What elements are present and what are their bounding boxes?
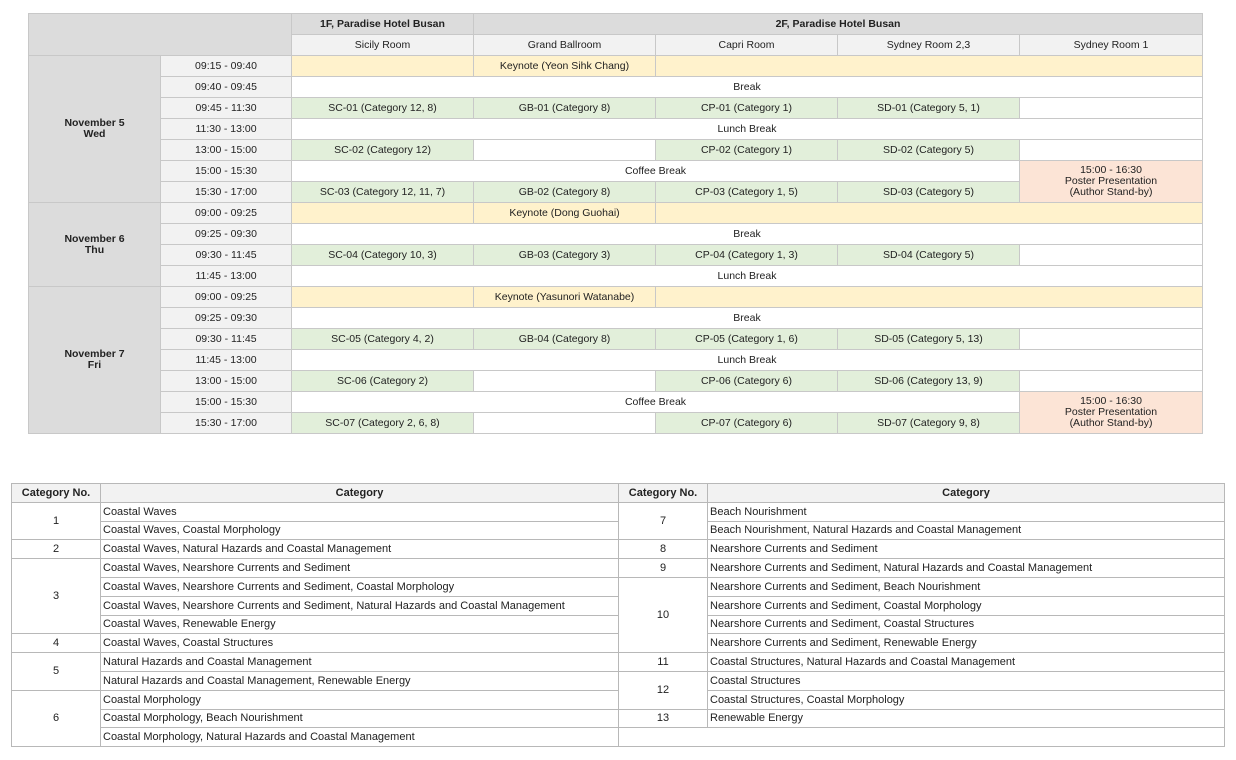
empty-cell (1020, 245, 1203, 266)
session-cell: SD-05 (Category 5, 13) (838, 329, 1020, 350)
category-number: 10 (619, 577, 708, 652)
break-cell: Break (292, 77, 1203, 98)
time-slot: 09:30 - 11:45 (161, 329, 292, 350)
schedule-table (28, 13, 1203, 434)
category-name: Coastal Waves, Nearshore Currents and Sediment (101, 559, 619, 578)
session-cell: SC-04 (Category 10, 3) (292, 245, 474, 266)
category-name: Coastal Waves, Coastal Morphology (101, 521, 619, 540)
lunch-cell: Lunch Break (292, 350, 1203, 371)
room-capri: Capri Room (656, 35, 838, 56)
session-cell: SC-02 (Category 12) (292, 140, 474, 161)
empty-cell (656, 287, 1203, 308)
time-slot: 09:00 - 09:25 (161, 203, 292, 224)
empty-cell (292, 56, 474, 77)
empty-cell (292, 287, 474, 308)
session-cell: SD-02 (Category 5) (838, 140, 1020, 161)
session-cell: SC-03 (Category 12, 11, 7) (292, 182, 474, 203)
time-slot: 09:40 - 09:45 (161, 77, 292, 98)
empty-cell (619, 728, 1225, 747)
venue-1f: 1F, Paradise Hotel Busan (292, 14, 474, 35)
poster-cell (1020, 392, 1203, 434)
keynote-cell: Keynote (Yeon Sihk Chang) (474, 56, 656, 77)
category-number: 1 (12, 502, 101, 540)
poster-time: 15:00 - 16:30 (1080, 395, 1142, 407)
room-sicily: Sicily Room (292, 35, 474, 56)
day-date: November 5 (64, 117, 125, 129)
category-name: Nearshore Currents and Sediment, Coastal Structures (708, 615, 1225, 634)
category-name: Nearshore Currents and Sediment, Natural Hazards and Coastal Management (708, 559, 1225, 578)
time-slot: 11:45 - 13:00 (161, 266, 292, 287)
category-name: Coastal Waves, Nearshore Currents and Sediment, Coastal Morphology (101, 577, 619, 596)
time-slot: 09:00 - 09:25 (161, 287, 292, 308)
category-no-header: Category No. (619, 484, 708, 503)
session-cell: SC-06 (Category 2) (292, 371, 474, 392)
category-name: Coastal Morphology, Natural Hazards and Coastal Management (101, 728, 619, 747)
session-cell: GB-01 (Category 8) (474, 98, 656, 119)
time-slot: 13:00 - 15:00 (161, 140, 292, 161)
category-number: 6 (12, 690, 101, 746)
session-cell: SD-04 (Category 5) (838, 245, 1020, 266)
session-cell: CP-04 (Category 1, 3) (656, 245, 838, 266)
session-cell: CP-07 (Category 6) (656, 413, 838, 434)
category-name: Coastal Structures (708, 671, 1225, 690)
time-slot: 09:45 - 11:30 (161, 98, 292, 119)
category-name: Natural Hazards and Coastal Management, Renewable Energy (101, 671, 619, 690)
category-name: Coastal Waves, Nearshore Currents and Sediment, Natural Hazards and Coastal Management (101, 596, 619, 615)
room-sydney-2-3: Sydney Room 2,3 (838, 35, 1020, 56)
break-cell: Break (292, 224, 1203, 245)
session-cell: SD-03 (Category 5) (838, 182, 1020, 203)
keynote-cell: Keynote (Dong Guohai) (474, 203, 656, 224)
time-slot: 15:30 - 17:00 (161, 413, 292, 434)
session-cell: SD-07 (Category 9, 8) (838, 413, 1020, 434)
session-cell: GB-03 (Category 3) (474, 245, 656, 266)
empty-cell (1020, 371, 1203, 392)
session-cell: CP-06 (Category 6) (656, 371, 838, 392)
category-number: 13 (619, 709, 708, 728)
session-cell: SC-07 (Category 2, 6, 8) (292, 413, 474, 434)
session-cell: GB-02 (Category 8) (474, 182, 656, 203)
category-name: Nearshore Currents and Sediment, Renewable Energy (708, 634, 1225, 653)
session-cell: SC-05 (Category 4, 2) (292, 329, 474, 350)
day-weekday: Thu (84, 243, 105, 256)
category-number: 8 (619, 540, 708, 559)
category-name: Coastal Waves, Renewable Energy (101, 615, 619, 634)
session-cell: SD-01 (Category 5, 1) (838, 98, 1020, 119)
time-slot: 11:45 - 13:00 (161, 350, 292, 371)
time-slot: 09:25 - 09:30 (161, 308, 292, 329)
category-name: Coastal Structures, Natural Hazards and Coastal Management (708, 653, 1225, 672)
time-slot: 15:00 - 15:30 (161, 161, 292, 182)
category-header: Category (708, 484, 1225, 503)
time-slot: 09:30 - 11:45 (161, 245, 292, 266)
day-label-nov6 (29, 203, 161, 287)
category-name: Nearshore Currents and Sediment, Coastal Morphology (708, 596, 1225, 615)
empty-cell (1020, 329, 1203, 350)
day-weekday: Wed (83, 128, 106, 140)
category-name: Beach Nourishment, Natural Hazards and Coastal Management (708, 521, 1225, 540)
category-name: Nearshore Currents and Sediment (708, 540, 1225, 559)
session-cell: CP-03 (Category 1, 5) (656, 182, 838, 203)
category-name: Coastal Morphology (101, 690, 619, 709)
time-slot: 15:30 - 17:00 (161, 182, 292, 203)
category-name: Nearshore Currents and Sediment, Beach Nourishment (708, 577, 1225, 596)
empty-cell (656, 203, 1203, 224)
category-number: 2 (12, 540, 101, 559)
empty-cell (474, 371, 656, 392)
poster-time: 15:00 - 16:30 (1080, 164, 1142, 176)
category-name: Coastal Structures, Coastal Morphology (708, 690, 1225, 709)
poster-cell (1020, 161, 1203, 203)
category-name: Natural Hazards and Coastal Management (101, 653, 619, 672)
category-number: 7 (619, 502, 708, 540)
category-table (11, 483, 1225, 747)
room-grand-ballroom: Grand Ballroom (474, 35, 656, 56)
category-header: Category (101, 484, 619, 503)
empty-cell (474, 413, 656, 434)
session-cell: GB-04 (Category 8) (474, 329, 656, 350)
session-cell: CP-01 (Category 1) (656, 98, 838, 119)
poster-note: (Author Stand-by) (1069, 186, 1153, 198)
category-name: Coastal Waves, Coastal Structures (101, 634, 619, 653)
poster-title: Poster Presentation (1064, 175, 1158, 187)
poster-note: (Author Stand-by) (1069, 417, 1153, 429)
day-weekday: Fri (87, 359, 102, 371)
lunch-cell: Lunch Break (292, 266, 1203, 287)
session-cell: CP-02 (Category 1) (656, 140, 838, 161)
category-no-header: Category No. (12, 484, 101, 503)
break-cell: Break (292, 308, 1203, 329)
time-slot: 15:00 - 15:30 (161, 392, 292, 413)
corner-cell (29, 14, 292, 56)
category-number: 11 (619, 653, 708, 672)
venue-2f: 2F, Paradise Hotel Busan (474, 14, 1203, 35)
room-sydney-1: Sydney Room 1 (1020, 35, 1203, 56)
time-slot: 09:25 - 09:30 (161, 224, 292, 245)
category-number: 12 (619, 671, 708, 709)
empty-cell (292, 203, 474, 224)
category-name: Coastal Waves, Natural Hazards and Coastal Management (101, 540, 619, 559)
category-number: 3 (12, 559, 101, 634)
session-cell: CP-05 (Category 1, 6) (656, 329, 838, 350)
empty-cell (656, 56, 1203, 77)
day-label-nov5 (29, 56, 161, 203)
day-date: November 7 (64, 348, 125, 360)
day-label-nov7 (29, 287, 161, 434)
category-number: 5 (12, 653, 101, 691)
time-slot: 13:00 - 15:00 (161, 371, 292, 392)
category-name: Coastal Morphology, Beach Nourishment (101, 709, 619, 728)
category-name: Coastal Waves (101, 502, 619, 521)
empty-cell (474, 140, 656, 161)
coffee-break-cell: Coffee Break (292, 161, 1020, 182)
category-number: 4 (12, 634, 101, 653)
session-cell: SD-06 (Category 13, 9) (838, 371, 1020, 392)
time-slot: 09:15 - 09:40 (161, 56, 292, 77)
time-slot: 11:30 - 13:00 (161, 119, 292, 140)
lunch-cell: Lunch Break (292, 119, 1203, 140)
keynote-cell: Keynote (Yasunori Watanabe) (474, 287, 656, 308)
coffee-break-cell: Coffee Break (292, 392, 1020, 413)
session-cell: SC-01 (Category 12, 8) (292, 98, 474, 119)
poster-title: Poster Presentation (1064, 406, 1158, 418)
day-date: November 6 (64, 232, 125, 245)
category-number: 9 (619, 559, 708, 578)
category-name: Beach Nourishment (708, 502, 1225, 521)
empty-cell (1020, 98, 1203, 119)
empty-cell (1020, 140, 1203, 161)
category-name: Renewable Energy (708, 709, 1225, 728)
